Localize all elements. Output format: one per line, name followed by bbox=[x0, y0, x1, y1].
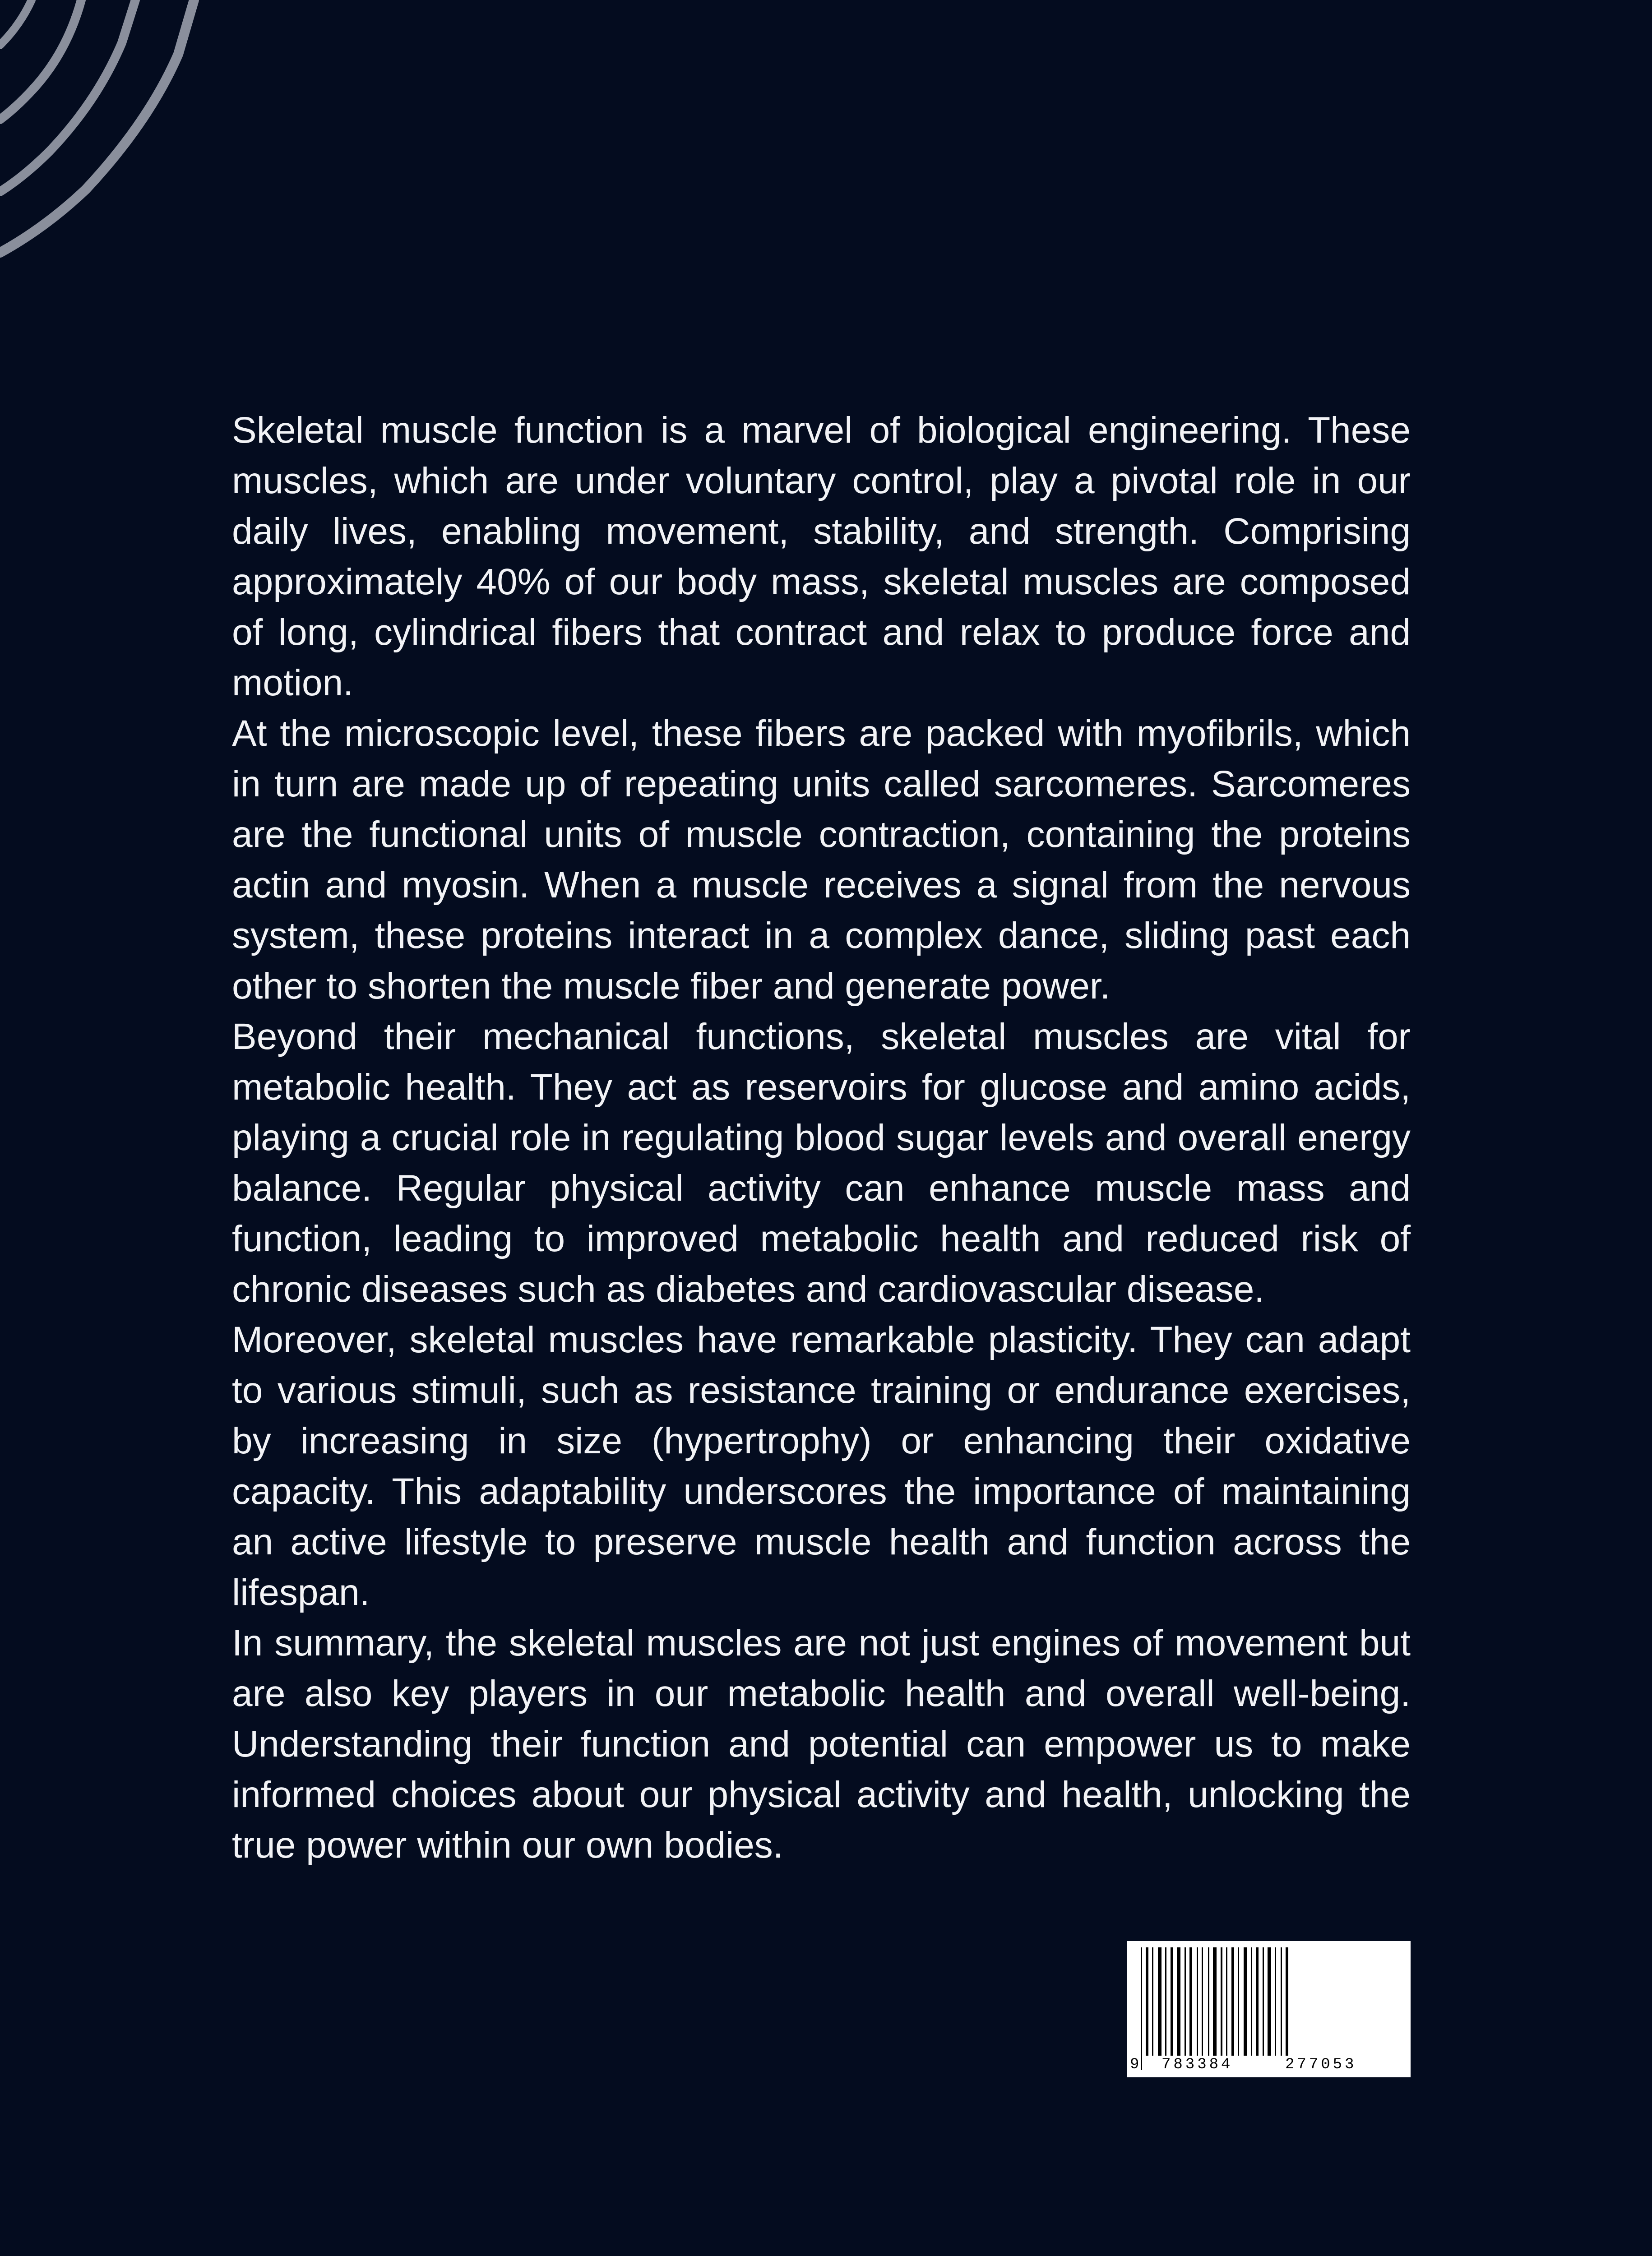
barcode-right-group: 277053 bbox=[1285, 2056, 1357, 2073]
paragraph-plasticity: Moreover, skeletal muscles have remarkable plasticity. They can adapt to various stimuli, such as resistance training or endurance exercises, by increasing in size (hypertrophy) or enhancing their oxidative capacity. This adaptability underscores the importance of maintaining an active lifestyle to preserve muscle health and function across the lifespan. bbox=[232, 1319, 1411, 1613]
barcode-bar bbox=[1231, 1947, 1234, 2056]
back-cover-blurb bbox=[232, 405, 1411, 1871]
barcode-bar bbox=[1197, 1947, 1198, 2056]
barcode-bar bbox=[1213, 1947, 1217, 2070]
paragraph-intro: Skeletal muscle function is a marvel of biological engineering. These muscles, which are under voluntary control, play a pivotal role in our daily lives, enabling movement, stability, and strength. Comprising approximately 40% of our body mass, skeletal muscles are composed of long, cylindrical fibers that contract and relax to produce force and motion. bbox=[232, 410, 1411, 703]
concentric-arcs-icon bbox=[0, 0, 208, 271]
barcode-bar bbox=[1238, 1947, 1239, 2056]
barcode-bar bbox=[1281, 1947, 1282, 2056]
barcode-bar bbox=[1263, 1947, 1264, 2056]
barcode-bar bbox=[1208, 1947, 1209, 2056]
barcode-bar bbox=[1152, 1947, 1153, 2056]
paragraph-summary: In summary, the skeletal muscles are not just engines of movement but are also key players in our metabolic health and overall well-being. Understanding their function and potential can empower us to make informed choices about our physical activity and health, unlocking the true power within our own bodies. bbox=[232, 1623, 1411, 1866]
barcode-bar bbox=[1146, 1947, 1148, 2056]
isbn-barcode bbox=[1127, 1941, 1411, 2077]
barcode-bar bbox=[1226, 1947, 1227, 2056]
paragraph-metabolic: Beyond their mechanical functions, skeletal muscles are vital for metabolic health. They act as reservoirs for glucose and amino acids, playing a crucial role in regulating blood sugar levels and overall energy balance. Regular physical activity can enhance muscle mass and function, leading to improved metabolic health and reduced risk of chronic diseases such as diabetes and cardiovascular disease. bbox=[232, 1016, 1411, 1310]
barcode-bar bbox=[1171, 1947, 1173, 2056]
barcode-bar bbox=[1185, 1947, 1186, 2056]
barcode-bar bbox=[1202, 1947, 1203, 2056]
paragraph-microscopic: At the microscopic level, these fibers are packed with myofibrils, which in turn are made up of repeating units called sarcomeres. Sarcomeres are the functional units of muscle contraction, containing the proteins actin and myosin. When a muscle receives a signal from the nervous system, these proteins interact in a complex dance, sliding past each other to shorten the muscle fiber and generate power. bbox=[232, 713, 1411, 1007]
barcode-bar bbox=[1286, 1947, 1288, 2070]
barcode-lead-digit: 9 bbox=[1130, 2056, 1139, 2073]
barcode-bar bbox=[1256, 1947, 1259, 2056]
barcode-bar bbox=[1251, 1947, 1252, 2056]
barcode-bar bbox=[1158, 1947, 1161, 2056]
barcode-left-group: 783384 bbox=[1161, 2056, 1233, 2073]
barcode-bar bbox=[1141, 1947, 1142, 2070]
barcode-bar bbox=[1165, 1947, 1166, 2056]
barcode-bar bbox=[1221, 1947, 1222, 2056]
barcode-bar bbox=[1244, 1947, 1247, 2056]
barcode-bar bbox=[1268, 1947, 1271, 2056]
barcode-bar bbox=[1189, 1947, 1192, 2056]
barcode-bar bbox=[1177, 1947, 1180, 2056]
barcode-bar bbox=[1275, 1947, 1276, 2056]
